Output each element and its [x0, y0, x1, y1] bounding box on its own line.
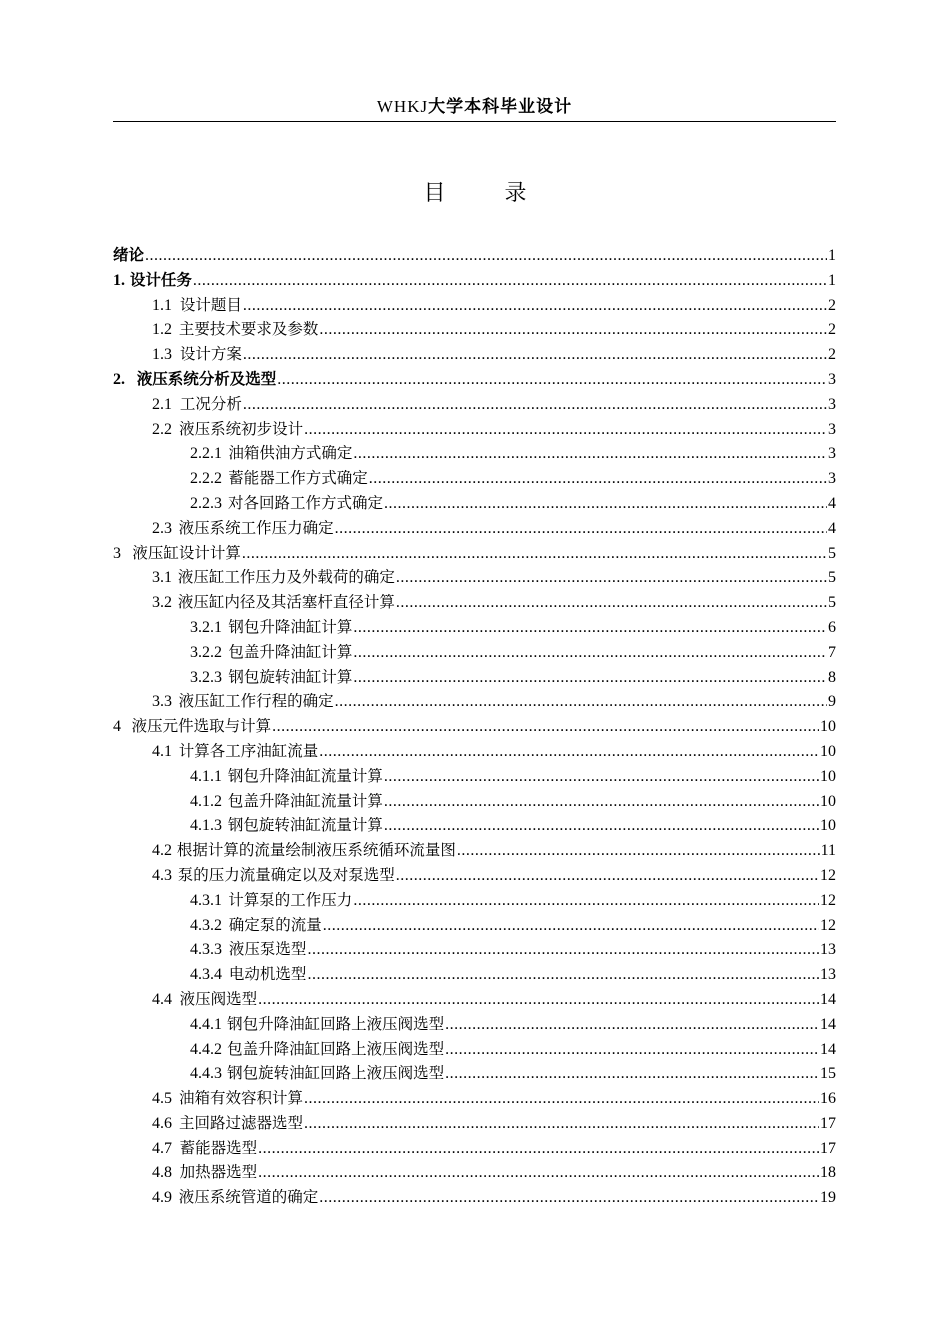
toc-entry[interactable] [113, 739, 836, 764]
toc-page-number: 3 [828, 395, 836, 413]
toc-entry-number: 2.3 [152, 519, 172, 537]
toc-dot-leader [384, 765, 819, 790]
toc-entry-number: 3.2.1 [190, 618, 222, 636]
header-school-latin: WHKJ [376, 97, 429, 116]
toc-entry-title: 电动机选型 [228, 965, 307, 984]
toc-entry-title: 确定泵的流量 [228, 915, 322, 934]
toc-page-number: 3 [828, 420, 836, 438]
toc-entry[interactable] [113, 1012, 836, 1037]
toc-entry[interactable] [113, 417, 836, 442]
toc-entry[interactable] [113, 615, 836, 640]
toc-entry[interactable] [113, 937, 836, 962]
toc-dot-leader [145, 244, 827, 269]
toc-page-number: 6 [828, 618, 836, 636]
toc-entry-title: 液压缸内径及其活塞杆直径计算 [177, 593, 395, 612]
toc-page-number: 19 [820, 1189, 836, 1207]
toc-page-number: 12 [820, 866, 836, 884]
toc-dot-leader [272, 715, 819, 740]
toc-dot-leader [307, 963, 819, 988]
toc-dot-leader [277, 368, 827, 393]
toc-dot-leader [384, 814, 819, 839]
toc-dot-leader [258, 1137, 819, 1162]
toc-entry-title: 液压系统管道的确定 [178, 1188, 319, 1207]
toc-dot-leader [353, 442, 827, 467]
toc-dot-leader [243, 343, 827, 368]
toc-dot-leader [384, 492, 827, 517]
toc-page-number: 5 [828, 544, 836, 562]
toc-entry-title: 包盖升降油缸流量计算 [227, 791, 383, 810]
toc-entry-number: 4.3.3 [190, 941, 222, 959]
toc-entry[interactable] [113, 342, 836, 367]
toc-entry[interactable] [113, 1111, 836, 1136]
toc-entry[interactable] [113, 367, 836, 392]
toc-page-number: 3 [828, 370, 836, 388]
toc-entry-title: 钢包旋转油缸计算 [228, 667, 353, 686]
toc-dot-leader [445, 1013, 819, 1038]
toc-entry-number: 1.3 [152, 346, 172, 364]
toc-dot-leader [242, 542, 827, 567]
toc-entry-number: 3.2 [152, 594, 172, 612]
toc-page-number: 3 [828, 445, 836, 463]
toc-entry-title: 根据计算的流量绘制液压系统循环流量图 [176, 841, 456, 860]
toc-entry[interactable] [113, 392, 836, 417]
toc-entry-title: 钢包升降油缸回路上液压阀选型 [227, 1014, 445, 1033]
toc-entry[interactable] [113, 987, 836, 1012]
toc-entry-title: 包盖升降油缸回路上液压阀选型 [227, 1039, 445, 1058]
toc-page-number: 3 [828, 470, 836, 488]
toc-entry[interactable] [113, 764, 836, 789]
toc-entry-title: 设计题目 [179, 295, 242, 314]
toc-page-number: 10 [820, 792, 836, 810]
toc-entry-title: 液压元件选取与计算 [131, 717, 272, 736]
toc-entry-title: 对各回路工作方式确定 [227, 493, 383, 512]
toc-page-number: 15 [820, 1065, 836, 1083]
toc-page-number: 18 [820, 1164, 836, 1182]
toc-page-number: 12 [820, 916, 836, 934]
toc-page-number: 10 [820, 817, 836, 835]
toc-page-number: 17 [820, 1114, 836, 1132]
toc-dot-leader [445, 1062, 819, 1087]
toc-page-number: 14 [820, 1015, 836, 1033]
toc-page-number: 13 [820, 966, 836, 984]
toc-entry-title: 液压阀选型 [179, 989, 258, 1008]
toc-entry[interactable] [113, 268, 836, 293]
toc-entry-number: 2.2.3 [190, 494, 222, 512]
toc-entry-title: 液压系统初步设计 [179, 419, 304, 438]
toc-entry-number: 4.1 [152, 742, 172, 760]
toc-page-number: 14 [820, 990, 836, 1008]
toc-entry-number: 4.4.2 [190, 1040, 222, 1058]
toc-dot-leader [307, 938, 819, 963]
toc-entry[interactable] [113, 913, 836, 938]
toc-dot-leader [335, 690, 827, 715]
toc-dot-leader [304, 1112, 819, 1137]
toc-entry-number: 2. [113, 370, 125, 388]
toc-entry-number: 4.5 [152, 1090, 172, 1108]
toc-entry[interactable] [113, 714, 836, 739]
toc-entry[interactable] [113, 491, 836, 516]
toc-entry-title: 包盖升降油缸计算 [228, 642, 353, 661]
toc-entry-number: 4.6 [152, 1114, 172, 1132]
toc-entry[interactable] [113, 813, 836, 838]
toc-dot-leader [369, 467, 827, 492]
toc-entry-title: 泵的压力流量确定以及对泵选型 [177, 865, 395, 884]
toc-entry-number: 4.3.2 [190, 916, 222, 934]
toc-page-number: 14 [820, 1040, 836, 1058]
toc-entry[interactable] [113, 516, 836, 541]
toc-dot-leader [353, 641, 827, 666]
toc-entry-number: 2.1 [152, 395, 172, 413]
toc-entry-title: 钢包旋转油缸流量计算 [227, 816, 383, 835]
toc-entry-title: 液压缸工作压力及外载荷的确定 [177, 568, 395, 587]
toc-entry-title: 钢包旋转油缸回路上液压阀选型 [227, 1064, 445, 1083]
toc-dot-leader [396, 864, 819, 889]
toc-entry-number: 2.2.1 [190, 445, 222, 463]
toc-entry-title: 计算泵的工作压力 [228, 890, 353, 909]
toc-entry-title: 主回路过滤器选型 [178, 1113, 303, 1132]
toc-entry[interactable] [113, 1185, 836, 1210]
toc-entry-number: 4.4 [152, 990, 172, 1008]
toc-entry-title: 设计方案 [179, 345, 242, 364]
toc-entry-title: 液压系统工作压力确定 [178, 518, 334, 537]
toc-entry-number: 4.2 [152, 842, 172, 860]
toc-entry-title: 液压系统分析及选型 [136, 369, 277, 388]
toc-page-number: 1 [828, 271, 836, 289]
toc-entry-number: 4.3.4 [190, 966, 222, 984]
toc-entry[interactable] [113, 962, 836, 987]
toc-page-number: 13 [820, 941, 836, 959]
toc-entry[interactable] [113, 1136, 836, 1161]
toc-entry[interactable] [113, 243, 836, 268]
toc-page-number: 2 [828, 296, 836, 314]
toc-entry-title: 蓄能器选型 [179, 1138, 258, 1157]
toc-entry[interactable] [113, 863, 836, 888]
toc-entry-number: 4.4.1 [190, 1015, 222, 1033]
toc-entry-number: 4.9 [152, 1189, 172, 1207]
toc-page-number: 4 [827, 494, 836, 512]
toc-entry[interactable] [113, 1160, 836, 1185]
toc-entry-number: 4.1.3 [190, 817, 222, 835]
toc-entry[interactable] [113, 689, 836, 714]
toc-entry-title: 液压缸设计计算 [132, 543, 241, 562]
toc-entry-title: 钢包升降油缸流量计算 [227, 766, 383, 785]
toc-entry-title: 油箱供油方式确定 [228, 444, 353, 463]
toc-entry-number: 4.3.1 [190, 891, 222, 909]
toc-entry-title: 加热器选型 [179, 1163, 258, 1182]
toc-entry-number: 4.8 [152, 1164, 172, 1182]
toc-entry-number: 2.2 [152, 420, 172, 438]
toc-dot-leader [396, 591, 827, 616]
toc-dot-leader [353, 666, 827, 691]
toc-entry-title: 蓄能器工作方式确定 [228, 469, 368, 488]
toc-page-number: 4 [828, 519, 836, 537]
toc-entry-title: 油箱有效容积计算 [178, 1089, 303, 1108]
toc-entry-number: 1.2 [152, 321, 172, 339]
toc-entry-number: 3.2.3 [190, 668, 222, 686]
header-rule [113, 121, 836, 122]
toc-entry[interactable] [113, 541, 836, 566]
toc-dot-leader [243, 393, 827, 418]
toc-entry[interactable] [113, 665, 836, 690]
toc-dot-leader [319, 318, 827, 343]
header-school-cjk: 大学本科毕业设计 [428, 97, 573, 117]
toc-entry-title: 液压泵选型 [228, 940, 307, 959]
toc-entry-title: 绪论 [113, 246, 145, 264]
toc-dot-leader [258, 988, 819, 1013]
toc-entry-number: 4.4.3 [190, 1065, 222, 1083]
toc-entry-number: 4.7 [152, 1139, 172, 1157]
toc-entry[interactable] [113, 838, 836, 863]
toc-entry[interactable] [113, 888, 836, 913]
toc-page-number: 2 [828, 346, 836, 364]
toc-entry[interactable] [113, 1061, 836, 1086]
toc-entry-title: 设计任务 [129, 270, 192, 289]
toc-entry[interactable] [113, 466, 836, 491]
toc-entry-number: 3.2.2 [190, 643, 222, 661]
toc-entry-title: 计算各工序油缸流量 [178, 741, 319, 760]
toc-entry-title: 钢包升降油缸计算 [228, 617, 353, 636]
table-of-contents [113, 243, 836, 1210]
toc-page-number: 16 [820, 1090, 836, 1108]
toc-page-number: 8 [828, 668, 836, 686]
toc-dot-leader [193, 269, 827, 294]
toc-entry[interactable] [113, 1086, 836, 1111]
toc-entry[interactable] [113, 789, 836, 814]
toc-dot-leader [335, 517, 827, 542]
toc-entry[interactable] [113, 441, 836, 466]
toc-dot-leader [319, 740, 819, 765]
toc-entry-title: 液压缸工作行程的确定 [178, 692, 334, 711]
toc-entry-number: 4 [113, 718, 121, 736]
toc-entry-number: 4.1.2 [190, 792, 222, 810]
toc-page-number: 10 [820, 718, 836, 736]
toc-entry-title: 工况分析 [179, 394, 242, 413]
toc-entry[interactable] [113, 317, 836, 342]
toc-dot-leader [319, 1186, 819, 1211]
toc-entry-number: 1.1 [152, 296, 172, 314]
toc-entry-number: 4.1.1 [190, 767, 222, 785]
toc-entry-number: 3.1 [152, 569, 172, 587]
toc-dot-leader [323, 914, 819, 939]
toc-entry-number: 3.3 [152, 693, 172, 711]
toc-dot-leader [353, 616, 827, 641]
toc-page-number: 17 [820, 1139, 836, 1157]
toc-dot-leader [384, 790, 819, 815]
toc-page-number: 7 [828, 643, 836, 661]
toc-entry[interactable] [113, 565, 836, 590]
toc-entry-number: 1. [113, 271, 125, 289]
toc-dot-leader [353, 889, 819, 914]
toc-page-number: 5 [828, 569, 836, 587]
toc-title: 目 录 [423, 181, 553, 206]
toc-page-number: 9 [828, 693, 836, 711]
toc-entry-number: 3 [113, 544, 121, 562]
toc-dot-leader [258, 1161, 819, 1186]
toc-entry-title: 主要技术要求及参数 [178, 320, 319, 339]
toc-page-number: 5 [828, 594, 836, 612]
toc-entry[interactable] [113, 640, 836, 665]
toc-dot-leader [396, 566, 827, 591]
toc-dot-leader [445, 1038, 819, 1063]
toc-page-number: 11 [820, 842, 836, 860]
toc-dot-leader [457, 839, 820, 864]
page-header [113, 94, 836, 122]
toc-entry[interactable] [113, 1037, 836, 1062]
toc-dot-leader [243, 294, 827, 319]
toc-entry[interactable] [113, 293, 836, 318]
toc-entry-number: 2.2.2 [190, 470, 222, 488]
toc-dot-leader [304, 1087, 819, 1112]
toc-page-number: 10 [820, 742, 836, 760]
toc-entry[interactable] [113, 590, 836, 615]
toc-dot-leader [304, 418, 827, 443]
toc-page-number: 1 [828, 247, 836, 264]
toc-page-number: 12 [820, 891, 836, 909]
toc-page-number: 10 [820, 767, 836, 785]
toc-page-number: 2 [828, 321, 836, 339]
toc-entry-number: 4.3 [152, 866, 172, 884]
